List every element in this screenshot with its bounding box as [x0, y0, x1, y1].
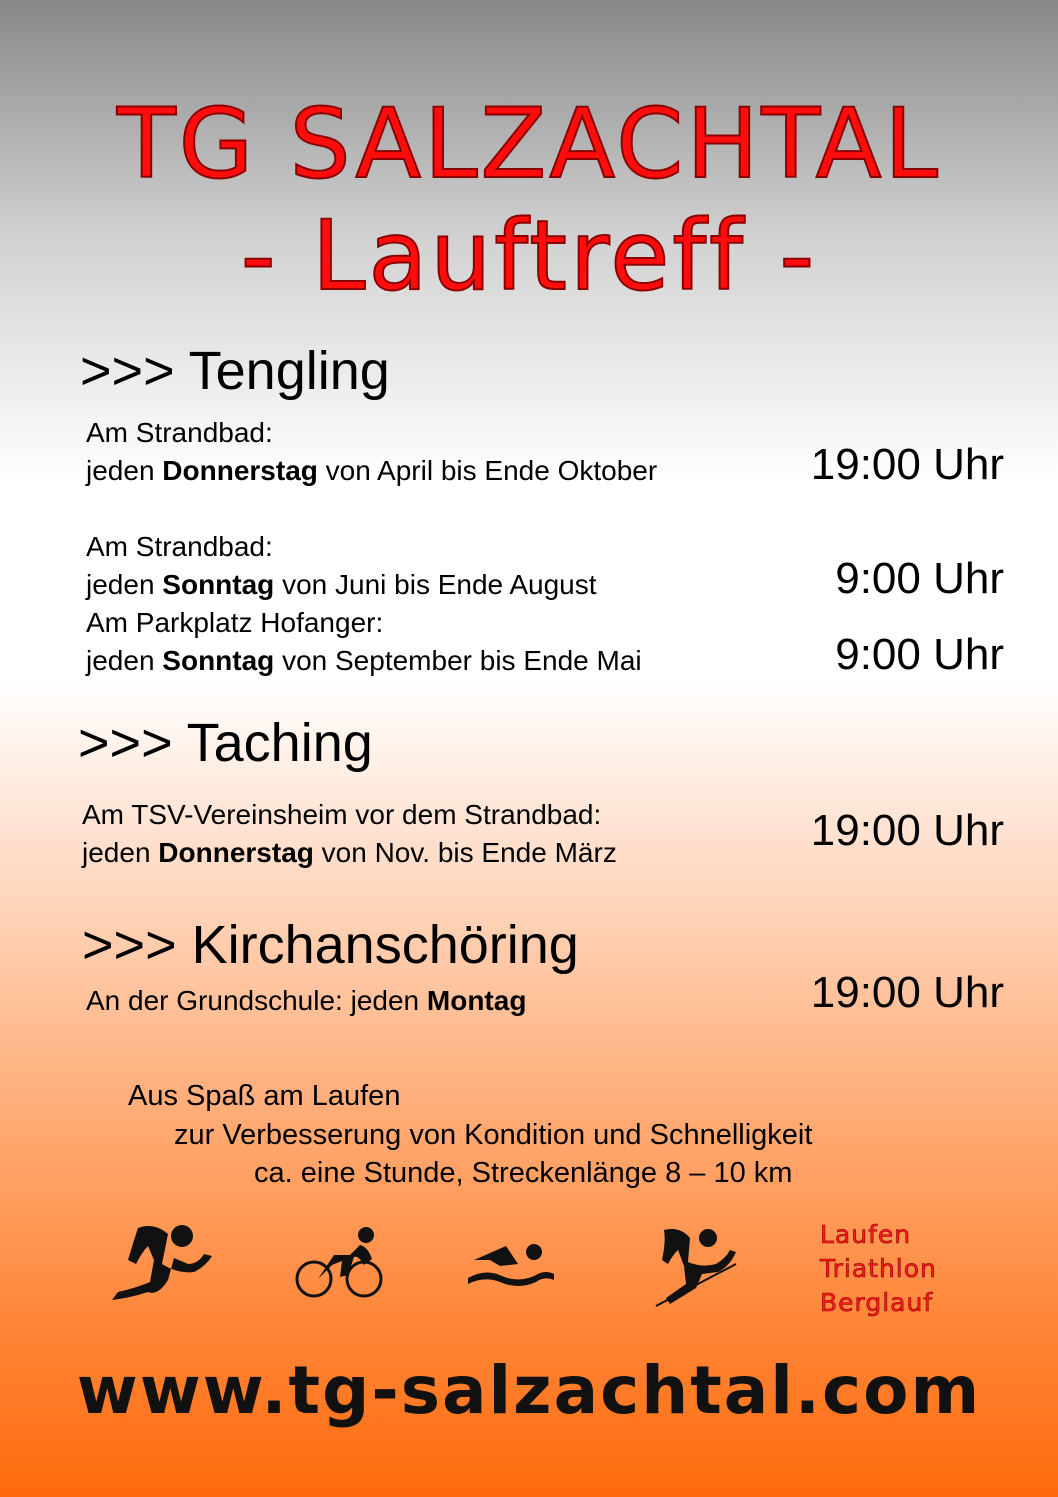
entry-place: Am TSV-Vereinsheim vor dem Strandbad: [82, 799, 602, 830]
schedule-entry-kirchanschoering-1: An der Grundschule: jeden Montag [86, 985, 527, 1016]
discipline-item: Laufen [820, 1220, 912, 1249]
discipline-item: Triathlon [820, 1254, 937, 1283]
schedule-entry-tengling-1 [86, 414, 657, 490]
entry-time: 19:00 Uhr [810, 806, 1004, 855]
website-url[interactable]: www.tg-salzachtal.com [76, 1352, 982, 1429]
entry-place: Am Parkplatz Hofanger: [86, 607, 384, 638]
entry-place: Am Strandbad: [86, 417, 273, 448]
swimmer-icon [466, 1240, 556, 1290]
schedule-entry-taching-1 [82, 796, 617, 872]
section-heading-taching: >>> Taching [78, 713, 373, 773]
entry-detail: jeden Donnerstag von April bis Ende Oktober [86, 455, 658, 486]
entry-time: 9:00 Uhr [835, 554, 1004, 603]
discipline-item: Berglauf [820, 1288, 934, 1317]
entry-time: 9:00 Uhr [835, 630, 1004, 679]
section-heading-tengling: >>> Tengling [80, 341, 390, 401]
section-heading-kirchanschoering: >>> Kirchanschöring [82, 915, 579, 975]
schedule-entry-tengling-3 [86, 604, 642, 680]
entry-time: 19:00 Uhr [810, 440, 1004, 489]
cyclist-icon [294, 1225, 386, 1299]
entry-detail: jeden Donnerstag von Nov. bis Ende März [82, 837, 617, 868]
runner-icon [108, 1220, 218, 1304]
poster-title: TG SALZACHTAL [117, 88, 941, 200]
uphill-runner-icon [650, 1224, 740, 1308]
entry-detail: jeden Sonntag von September bis Ende Mai [86, 645, 642, 676]
info-line-2: zur Verbesserung von Kondition und Schnelligkeit [174, 1119, 813, 1151]
entry-detail: jeden Sonntag von Juni bis Ende August [86, 569, 597, 600]
entry-time: 19:00 Uhr [810, 968, 1004, 1017]
disciplines-list [820, 1218, 937, 1320]
entry-place: Am Strandbad: [86, 531, 273, 562]
info-line-1: Aus Spaß am Laufen [128, 1080, 401, 1112]
info-line-3: ca. eine Stunde, Streckenlänge 8 – 10 km [254, 1157, 793, 1189]
schedule-entry-tengling-2 [86, 528, 597, 604]
poster-subtitle: - Lauftreff - [240, 200, 818, 312]
